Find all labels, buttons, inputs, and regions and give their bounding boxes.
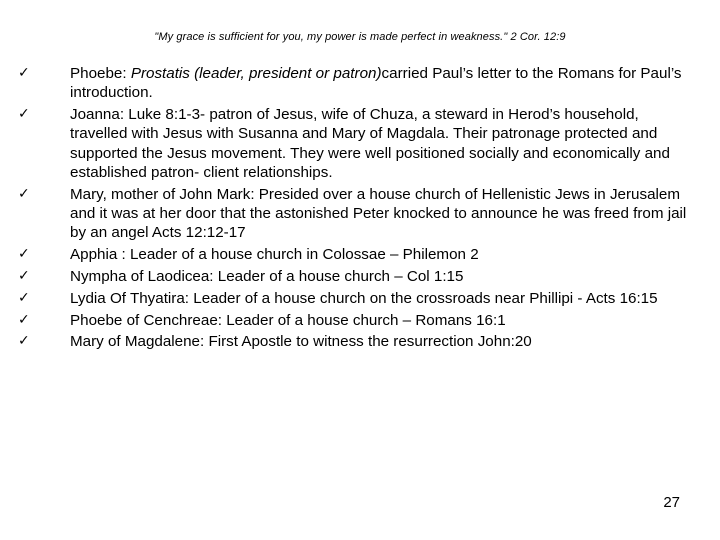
item-text-rest: carried Paul’s letter to the Romans for Paul’s introduction.	[70, 65, 682, 102]
list-item	[18, 185, 688, 243]
item-text: Mary of Magdalene: First Apostle to witness the resurrection John:20	[70, 333, 532, 351]
checkmark-icon: ✓	[18, 65, 30, 81]
checkmark-icon: ✓	[18, 267, 30, 284]
page-number: 27	[663, 494, 680, 511]
list-item	[18, 105, 688, 182]
list-item	[18, 267, 688, 286]
checkmark-icon: ✓	[18, 185, 30, 202]
checkmark-icon: ✓	[18, 106, 30, 123]
item-text: Nympha of Laodicea: Leader of a house church – Col 1:15	[70, 267, 464, 285]
checkmark-icon: ✓	[18, 311, 30, 328]
list-item	[18, 64, 688, 103]
item-text: Lydia Of Thyatira: Leader of a house church on the crossroads near Phillipi - Acts 16:15	[70, 289, 658, 307]
list-item	[18, 245, 688, 264]
item-text: Phoebe of Cenchreae: Leader of a house church – Romans 16:1	[70, 311, 506, 329]
list-item	[18, 289, 688, 308]
item-text: Phoebe:	[70, 65, 131, 82]
list-item	[18, 332, 688, 351]
checkmark-icon: ✓	[18, 289, 30, 306]
checkmark-icon: ✓	[18, 246, 30, 263]
item-text: Apphia : Leader of a house church in Colossae – Philemon 2	[70, 246, 479, 264]
epigraph-quote: "My grace is sufficient for you, my power is made perfect in weakness." 2 Cor. 12:9	[154, 31, 566, 43]
list-item	[18, 311, 688, 330]
bullet-list	[18, 64, 688, 354]
item-text: Joanna: Luke 8:1-3- patron of Jesus, wife of Chuza, a steward in Herod’s household, travelled with Jesus with Susanna and Mary of Magdala. Their patronage protected and supported the Jesus movement. They were well positioned socially and economically and established patron- client relationships.	[70, 106, 670, 181]
item-text: Mary, mother of John Mark: Presided over a house church of Hellenistic Jews in Jerusalem and it was at her door that the astonished Peter knocked to announce he was freed from jail by an angel Acts 12:12-17	[70, 185, 687, 242]
checkmark-icon: ✓	[18, 333, 30, 350]
item-italic-text: Prostatis (leader, president or patron)	[130, 65, 382, 82]
